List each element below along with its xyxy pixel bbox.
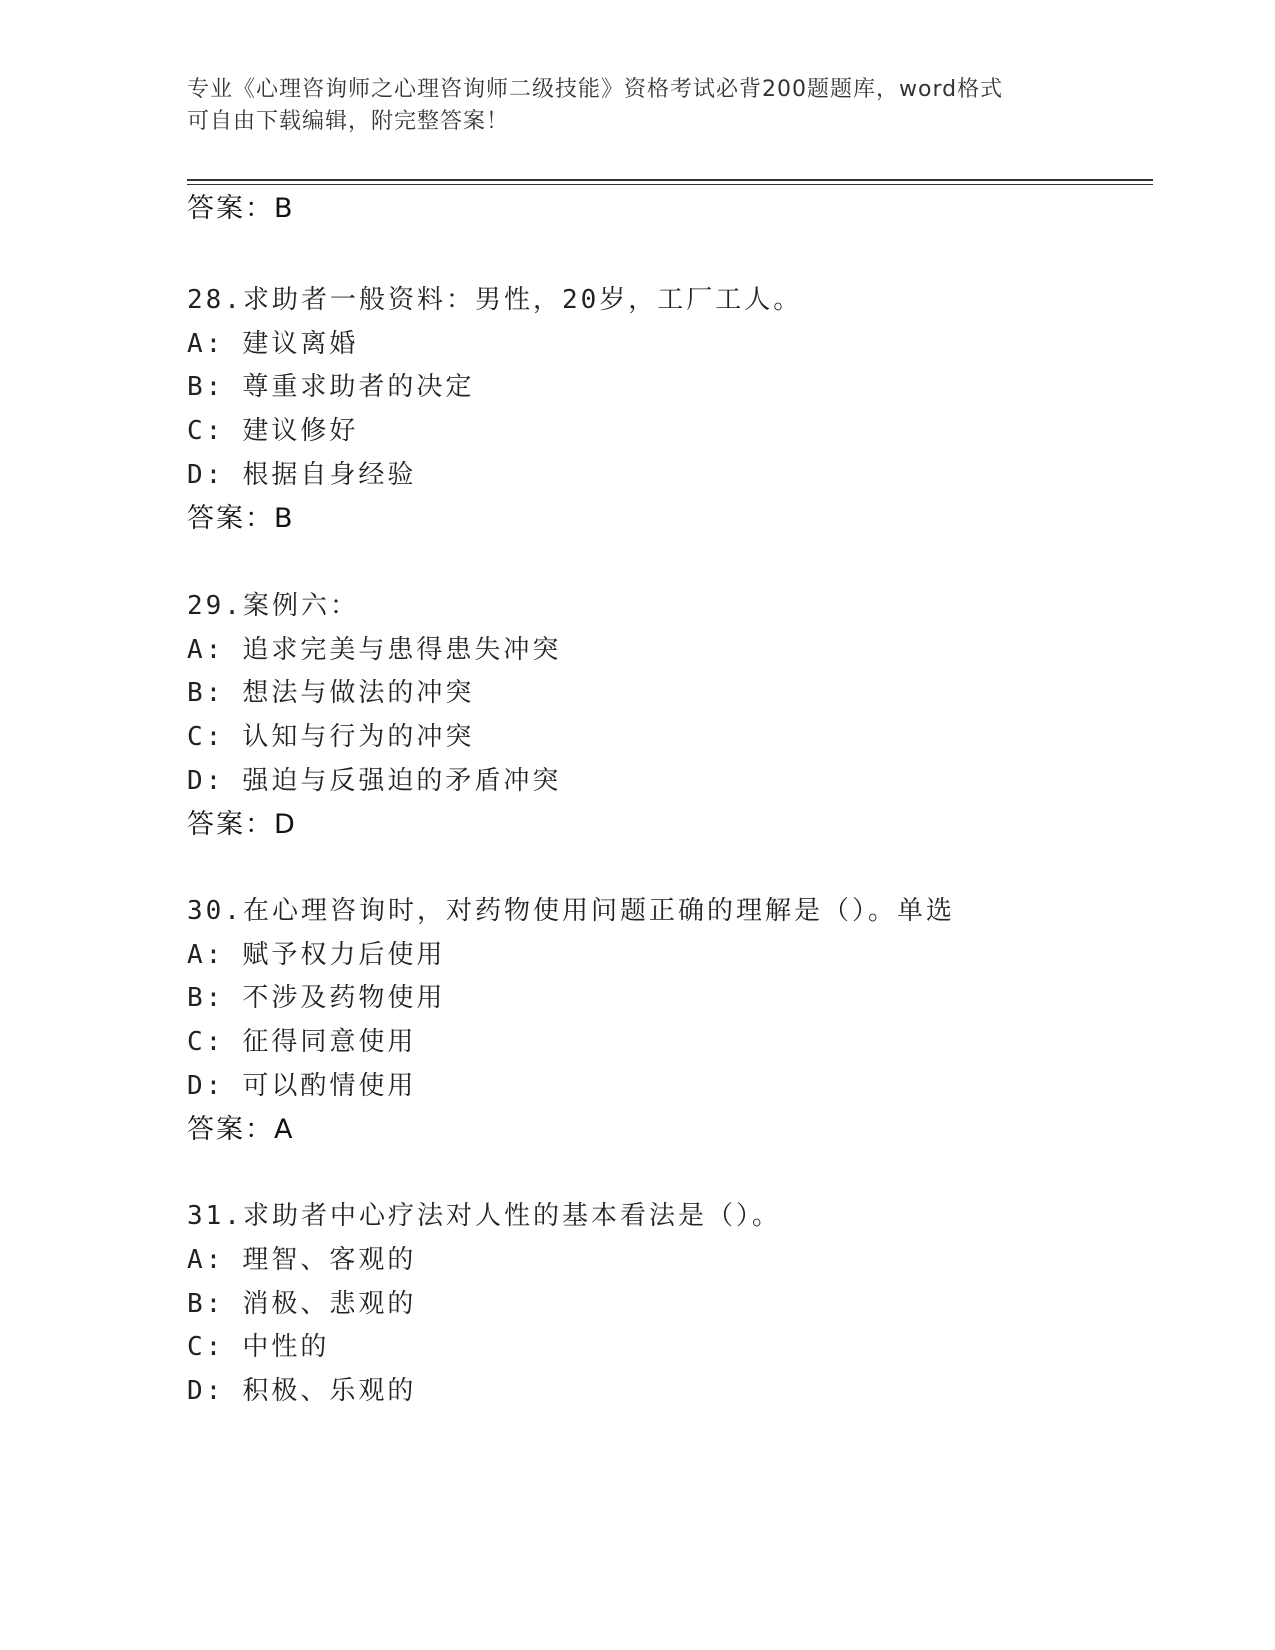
option-a [187,1243,416,1277]
option-letter: D: [187,1071,225,1101]
option-text: 强迫与反强迫的矛盾冲突 [242,766,562,796]
option-d [187,1069,416,1103]
option-a [187,633,561,667]
option-letter: C: [187,1332,225,1362]
question-stem: 30.在心理咨询时，对药物使用问题正确的理解是（）。单选 [187,896,955,926]
option-text: 中性的 [242,1332,330,1362]
option-b [187,370,474,404]
option-text: 消极、悲观的 [242,1289,417,1319]
option-b [187,1287,416,1321]
option-c [187,414,358,448]
question-stem: 28.求助者一般资料：男性，20岁，工厂工人。 [187,285,803,315]
option-c [187,1330,329,1364]
question-stem: 29.案例六： [187,591,359,621]
option-letter: D: [187,766,225,796]
option-text: 追求完美与患得患失冲突 [242,635,562,665]
option-text: 建议离婚 [242,329,359,359]
option-letter: B: [187,983,225,1013]
answer-line: 答案：D [187,809,297,840]
option-letter: B: [187,678,225,708]
option-text: 建议修好 [242,416,359,446]
option-d [187,1374,416,1408]
option-letter: C: [187,416,225,446]
option-text: 可以酌情使用 [242,1071,417,1101]
header-divider-thin [187,184,1153,185]
option-text: 尊重求助者的决定 [242,372,475,402]
option-letter: A: [187,329,225,359]
option-letter: C: [187,1027,225,1057]
option-text: 想法与做法的冲突 [242,678,475,708]
answer-line: 答案：A [187,1114,295,1145]
question-stem: 31.求助者中心疗法对人性的基本看法是（）。 [187,1201,781,1231]
option-text: 认知与行为的冲突 [242,722,475,752]
option-a [187,938,445,972]
option-a [187,327,358,361]
document-header [187,74,1087,138]
option-letter: A: [187,1245,225,1275]
option-d [187,458,416,492]
option-letter: A: [187,635,225,665]
option-letter: B: [187,372,225,402]
answer-line: 答案：B [187,503,295,534]
header-divider-thick [187,179,1153,181]
option-letter: C: [187,722,225,752]
option-b [187,676,474,710]
option-text: 赋予权力后使用 [242,940,446,970]
option-text: 积极、乐观的 [242,1376,417,1406]
header-line-2: 可自由下载编辑，附完整答案！ [187,109,510,134]
option-letter: D: [187,1376,225,1406]
option-c [187,720,474,754]
header-line-1: 专业《心理咨询师之心理咨询师二级技能》资格考试必背200题题库，word格式 [187,77,1004,102]
option-text: 不涉及药物使用 [242,983,446,1013]
previous-answer: 答案：B [187,193,295,224]
option-letter: A: [187,940,225,970]
option-text: 根据自身经验 [242,460,417,490]
option-c [187,1025,416,1059]
option-letter: B: [187,1289,225,1319]
option-letter: D: [187,460,225,490]
option-d [187,764,561,798]
option-text: 理智、客观的 [242,1245,417,1275]
option-text: 征得同意使用 [242,1027,417,1057]
option-b [187,981,445,1015]
